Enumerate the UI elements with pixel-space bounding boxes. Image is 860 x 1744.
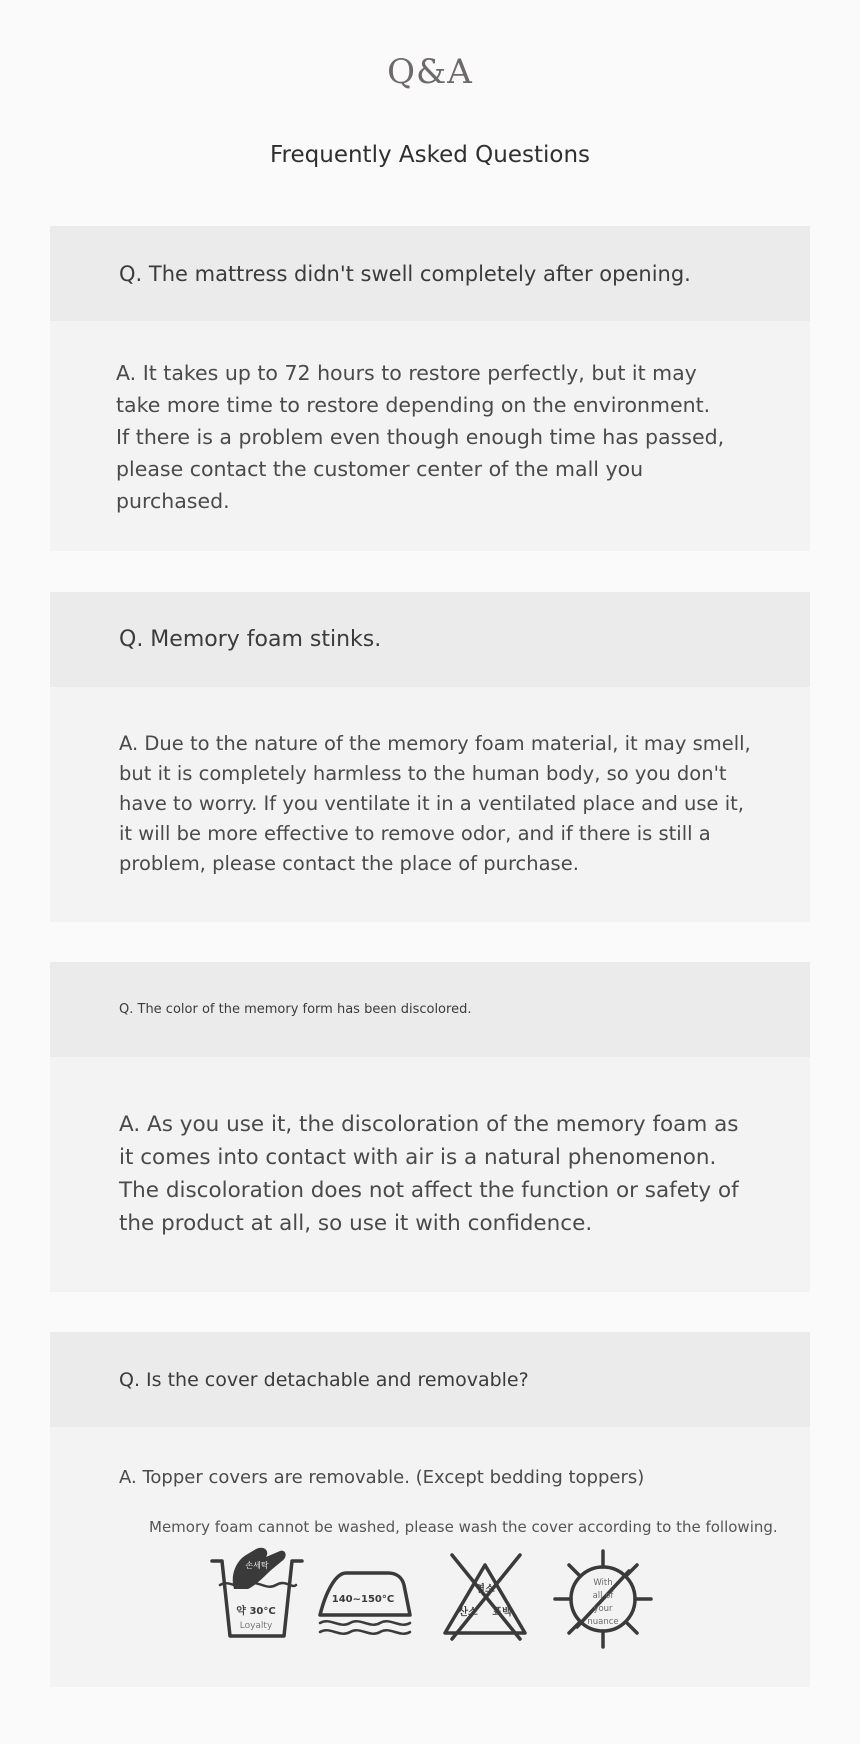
iron-icon <box>320 1573 410 1634</box>
no-bleach-top: 염소 <box>475 1584 495 1595</box>
care-instructions-note: Memory foam cannot be washed, please wash the cover according to the following. <box>149 1518 778 1536</box>
no-bleach-left: 산소 <box>458 1607 478 1618</box>
faq-item-3 <box>50 962 810 1292</box>
iron-temp: 140~150°C <box>331 1594 395 1605</box>
faq-question-bar[interactable] <box>50 962 810 1057</box>
faq-answer-text: A. Due to the nature of the memory foam material, it may smell, but it is completely harmless to the human body, so you don't have to worry. If you ventilate it in a ventilated place and use it, it will be more effective to remove odor, and if there is still a problem, please contact the place of purchase. <box>119 732 751 875</box>
page-subtitle: Frequently Asked Questions <box>269 142 591 168</box>
faq-item-2 <box>50 592 810 922</box>
hand-wash-label: 손세탁 <box>245 1561 269 1570</box>
hand-wash-icon <box>212 1548 302 1636</box>
page-title: Q&A <box>387 52 473 92</box>
no-tumble-dry-line3: your <box>593 1604 613 1614</box>
faq-answer-box <box>50 1057 810 1292</box>
no-tumble-dry-line2: all of <box>592 1591 614 1601</box>
hand-wash-temp: 약 30°C <box>236 1606 276 1617</box>
no-tumble-dry-icon <box>555 1551 651 1647</box>
no-tumble-dry-line1: With <box>593 1578 613 1588</box>
hand-wash-extra: Loyalty <box>239 1621 273 1631</box>
faq-answer-box <box>50 687 810 922</box>
faq-item-1 <box>50 226 810 551</box>
no-bleach-icon <box>445 1555 525 1639</box>
faq-answer-box <box>50 321 810 551</box>
no-bleach-right: 표백 <box>492 1607 512 1618</box>
faq-question-bar[interactable] <box>50 226 810 321</box>
faq-answer-text: A. Topper covers are removable. (Except bedding toppers) <box>119 1467 645 1488</box>
faq-answer-text: A. As you use it, the discoloration of the memory foam as it comes into contact with air is a natural phenomenon. The discoloration does not affect the function or safety of the product at all, so use it with confidence. <box>119 1112 739 1236</box>
faq-item-4 <box>50 1332 810 1687</box>
no-tumble-dry-line4: nuance <box>587 1617 619 1627</box>
faq-answer-text: A. It takes up to 72 hours to restore perfectly, but it may take more time to restore depending on the environment. If there is a problem even though enough time has passed, please contact the customer center of the mall you purchased. <box>116 361 725 513</box>
faq-question-bar[interactable] <box>50 1332 810 1427</box>
faq-answer-box <box>50 1427 810 1687</box>
faq-question-text: Q. Memory foam stinks. <box>119 627 382 652</box>
faq-question-text: Q. Is the cover detachable and removable? <box>119 1368 529 1391</box>
faq-question-text: Q. The mattress didn't swell completely after opening. <box>119 261 691 286</box>
faq-question-bar[interactable] <box>50 592 810 687</box>
faq-question-text: Q. The color of the memory form has been discolored. <box>119 1002 472 1017</box>
care-icons <box>50 1427 810 1657</box>
